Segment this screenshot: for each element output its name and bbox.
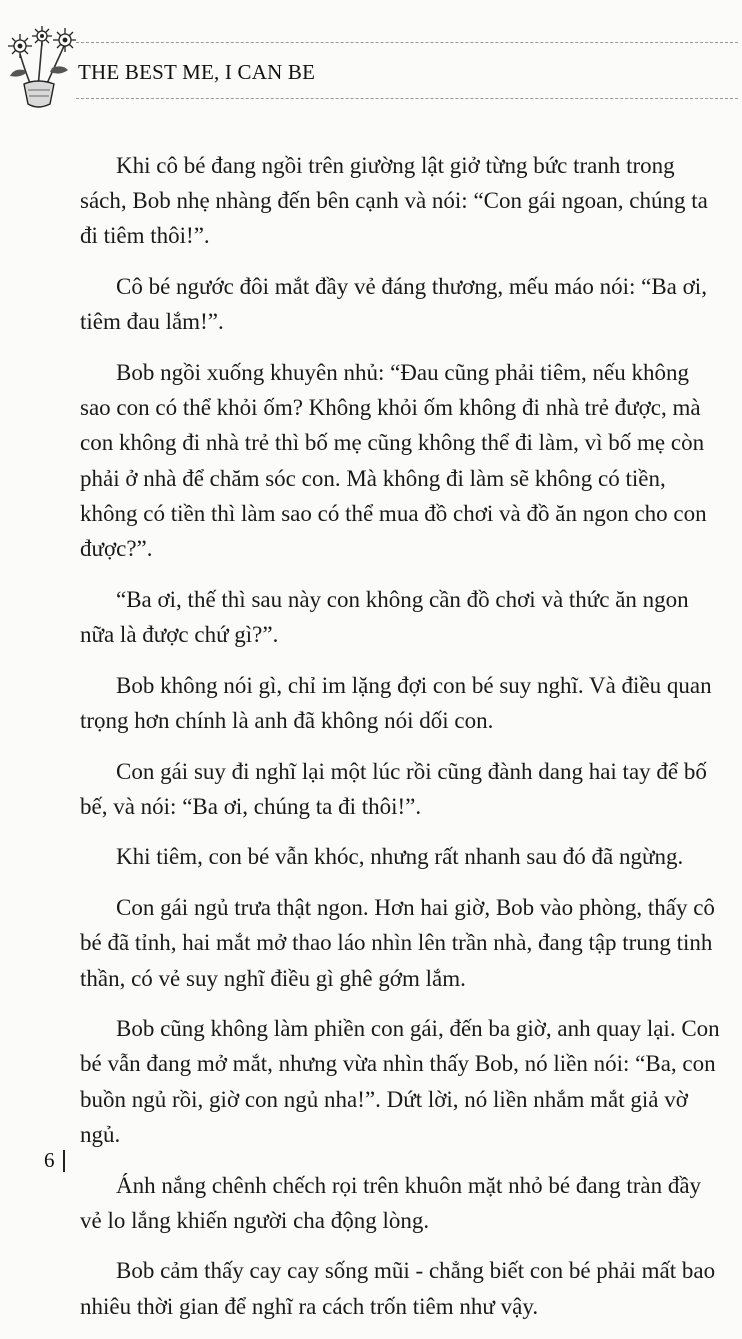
paragraph: Bob không nói gì, chỉ im lặng đợi con bé suy nghĩ. Và điều quan trọng hơn chính là anh đã không nói dối con. xyxy=(80,672,712,733)
flower-bouquet-icon xyxy=(2,24,76,110)
paragraph: Cô bé ngước đôi mắt đầy vẻ đáng thương, mếu máo nói: “Ba ơi, tiêm đau lắm!”. xyxy=(80,274,707,335)
page-number-rule xyxy=(63,1150,65,1172)
page-number: 6 xyxy=(44,1148,55,1172)
body-text xyxy=(80,148,720,1339)
header-dashed-rule-bottom xyxy=(76,98,738,99)
paragraph: “Ba ơi, thế thì sau này con không cần đồ chơi và thức ăn ngon nữa là được chứ gì?”. xyxy=(80,586,689,647)
paragraph: Bob ngồi xuống khuyên nhủ: “Đau cũng phải tiêm, nếu không sao con có thể khỏi ốm? Không khỏi ốm không đi nhà trẻ được, mà con không đi nhà trẻ thì bố mẹ cũng không thể đi làm, vì bố mẹ còn phải ở nhà để chăm sóc con. Mà không đi làm sẽ không có tiền, không có tiền thì làm sao có thể mua đồ chơi và đồ ăn ngon cho con được?”. xyxy=(80,360,707,562)
paragraph: Bob cũng không làm phiền con gái, đến ba giờ, anh quay lại. Con bé vẫn đang mở mắt, nhưng vừa nhìn thấy Bob, nó liền nói: “Ba, con buồn ngủ rồi, giờ con ngủ nha!”. Dứt lời, nó liền nhắm mắt giả vờ ngủ. xyxy=(80,1016,720,1147)
header-dashed-rule-top xyxy=(76,42,738,43)
paragraph: Khi cô bé đang ngồi trên giường lật giở từng bức tranh trong sách, Bob nhẹ nhàng đến bên cạnh và nói: “Con gái ngoan, chúng ta đi tiêm thôi!”. xyxy=(80,153,708,249)
paragraph: Bob cảm thấy cay cay sống mũi - chẳng biết con bé phải mất bao nhiêu thời gian để nghĩ ra cách trốn tiêm như vậy. xyxy=(80,1258,716,1319)
paragraph: Con gái ngủ trưa thật ngon. Hơn hai giờ, Bob vào phòng, thấy cô bé đã tỉnh, hai mắt mở thao láo nhìn lên trần nhà, đang tập trung tinh thần, có vẻ suy nghĩ điều gì ghê gớm lắm. xyxy=(80,895,715,991)
running-header-title: THE BEST ME, I CAN BE xyxy=(78,60,316,84)
page-header xyxy=(0,0,742,120)
paragraph: Ánh nắng chênh chếch rọi trên khuôn mặt nhỏ bé đang tràn đầy vẻ lo lắng khiến người cha động lòng. xyxy=(80,1172,702,1233)
paragraph: Khi tiêm, con bé vẫn khóc, nhưng rất nhanh sau đó đã ngừng. xyxy=(116,844,684,870)
paragraph: Con gái suy đi nghĩ lại một lúc rồi cũng đành dang hai tay để bố bế, và nói: “Ba ơi, chúng ta đi thôi!”. xyxy=(80,758,707,819)
